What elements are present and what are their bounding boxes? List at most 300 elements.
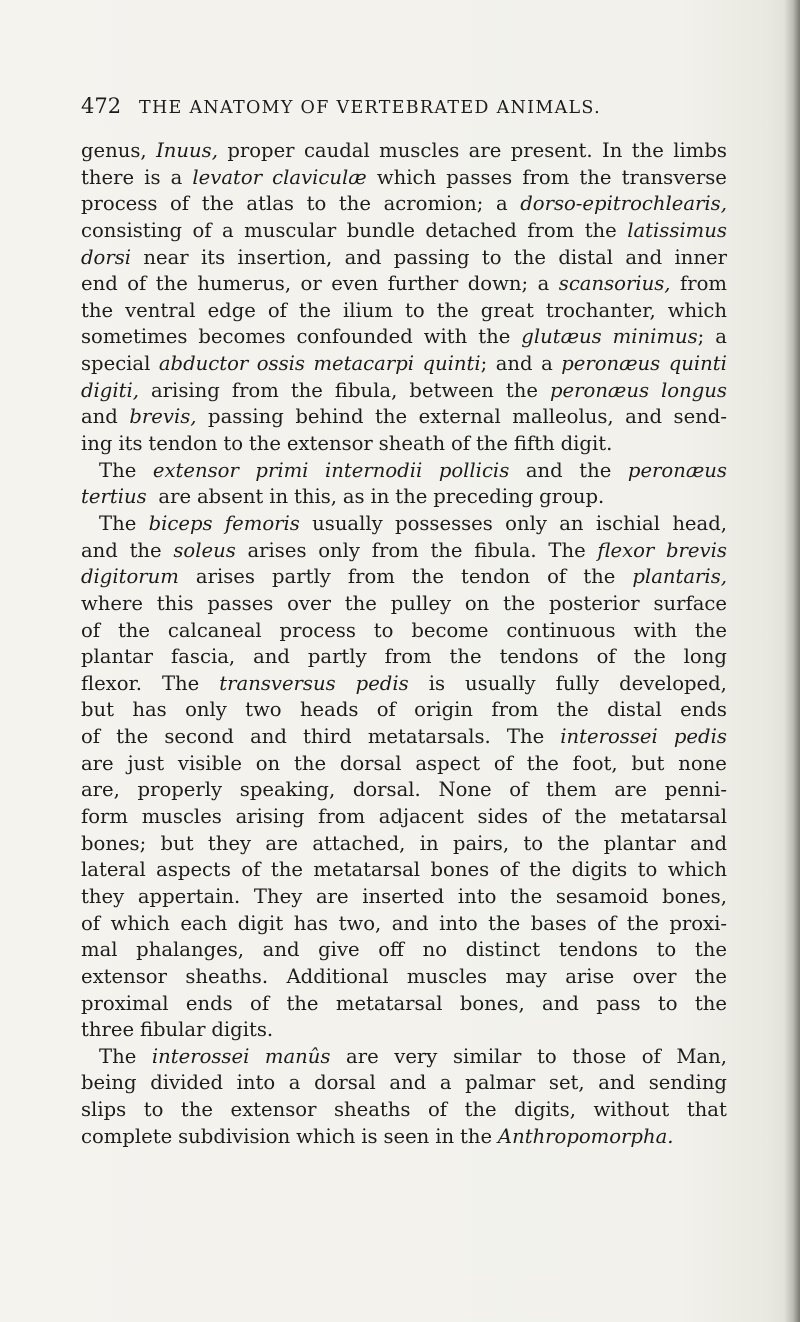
word (127, 271, 146, 298)
word-part: and (250, 725, 287, 749)
word (550, 378, 649, 405)
word (223, 431, 243, 458)
word-part: being (81, 1071, 137, 1095)
text-line (81, 271, 727, 298)
word (392, 911, 429, 938)
word-part: into (457, 884, 497, 908)
word (465, 1097, 497, 1124)
word-part: absent (196, 485, 264, 509)
word (232, 378, 279, 405)
text-line (81, 538, 727, 565)
word (81, 671, 142, 698)
word (627, 911, 659, 938)
word-part: humerus, (197, 272, 292, 296)
word-part: In (601, 139, 623, 162)
word-part: the (475, 432, 509, 456)
word (468, 271, 528, 298)
word (384, 191, 484, 218)
word (294, 911, 328, 938)
text-line (81, 751, 727, 778)
word (375, 404, 407, 431)
word (299, 298, 331, 325)
word-part: into (439, 911, 478, 935)
word (559, 511, 583, 538)
word (300, 697, 359, 724)
text-line (81, 298, 727, 325)
word-part: the (633, 645, 666, 669)
word-part: the (270, 858, 303, 882)
word (272, 564, 331, 591)
word (560, 724, 658, 751)
word-part: ends (680, 698, 727, 722)
word-part: of (547, 565, 567, 589)
word (438, 777, 491, 804)
word (575, 804, 607, 831)
italic-term: transversus (219, 671, 336, 695)
word (597, 911, 616, 938)
word (356, 671, 409, 698)
word-part: to (223, 432, 243, 456)
word-part: None (438, 778, 492, 802)
word-part: are (468, 139, 502, 162)
word (116, 724, 148, 751)
word (415, 751, 480, 778)
word-part: bases (530, 911, 587, 935)
word-part: two, (338, 911, 382, 935)
word (81, 1070, 137, 1097)
word-part: its (118, 432, 143, 456)
word-part: long (683, 645, 727, 669)
word (345, 591, 377, 618)
word-part: and (625, 245, 663, 269)
word-part: the (505, 378, 539, 402)
word (81, 298, 113, 325)
text-line (81, 404, 727, 431)
word (394, 245, 470, 272)
word (132, 697, 166, 724)
word-part: palmar (465, 1071, 536, 1095)
word-part: but (81, 698, 115, 722)
word-part: and (391, 911, 429, 935)
word-part: which (667, 858, 727, 882)
italic-term: Inuus, (156, 139, 218, 162)
word-part: has (132, 698, 167, 722)
word (439, 911, 478, 938)
word-part: very (394, 1044, 438, 1068)
word-part: the (556, 698, 589, 722)
word (318, 538, 360, 565)
word (307, 191, 327, 218)
word-part: muscles (379, 139, 460, 162)
word-part: down; (467, 272, 529, 296)
word-part: of (451, 432, 471, 456)
text-line (81, 351, 727, 378)
word (583, 564, 615, 591)
word (81, 937, 118, 964)
text-line (81, 484, 727, 511)
word-part: passing (208, 405, 284, 429)
word-part: the (626, 911, 659, 935)
word-part: the (248, 432, 281, 456)
word-part: to (637, 858, 658, 882)
word (149, 511, 213, 538)
word (272, 165, 367, 192)
word (496, 191, 508, 218)
word (523, 831, 543, 858)
italic-term: interossei (151, 1044, 250, 1068)
text-line (81, 218, 727, 245)
word-part: Man, (676, 1044, 727, 1068)
word-part: end (81, 272, 118, 296)
word (289, 1070, 301, 1097)
word-part: and (81, 405, 118, 429)
word-part: the (430, 538, 463, 562)
italic-term: brevis (666, 538, 727, 562)
word (520, 191, 727, 218)
word (389, 1070, 426, 1097)
word-part: tendons (499, 645, 579, 669)
word (458, 884, 497, 911)
word-part: the (526, 751, 559, 775)
word-part: the (81, 298, 114, 322)
word (362, 884, 444, 911)
word-part: mal (81, 938, 118, 962)
word (312, 831, 405, 858)
word (695, 618, 727, 645)
word (185, 964, 268, 991)
word (99, 1044, 136, 1071)
word (347, 218, 415, 245)
word (478, 804, 529, 831)
word-part: and (389, 1071, 427, 1095)
italic-term: glutæus (521, 325, 602, 349)
word (638, 857, 658, 884)
word (672, 511, 727, 538)
italic-term: internodii (325, 458, 423, 482)
word (198, 324, 285, 351)
word-part: in (435, 1124, 455, 1148)
word-part: to (523, 831, 544, 855)
word-part: none (678, 751, 727, 775)
word-part: to (306, 192, 327, 216)
word-part: edge (207, 298, 256, 322)
word-part: of (267, 298, 287, 322)
word (211, 1017, 273, 1044)
italic-term: latissimus (627, 218, 727, 242)
word-part: similar (452, 1044, 522, 1068)
word (549, 591, 640, 618)
word (424, 324, 468, 351)
word (666, 538, 727, 565)
word (572, 1044, 626, 1071)
word (541, 351, 553, 378)
page-number: 472 (81, 94, 122, 118)
word-part: and (253, 645, 290, 669)
word-part: are, (81, 778, 120, 802)
word-part: and (344, 245, 382, 269)
word (129, 404, 196, 431)
word (255, 458, 308, 485)
word-part: only (185, 698, 227, 722)
italic-term: primi (255, 458, 309, 482)
text-line (81, 644, 727, 671)
word (368, 724, 491, 751)
word (253, 644, 290, 671)
word-part: no (422, 938, 448, 962)
word (511, 138, 593, 165)
word-part: or (300, 272, 322, 296)
word-part: of (541, 805, 561, 829)
word (287, 591, 331, 618)
text-line (81, 964, 727, 991)
word (238, 245, 333, 272)
word (81, 378, 139, 405)
word-part: of (376, 698, 396, 722)
word-part: malleolus, (512, 405, 614, 429)
text-line (81, 191, 727, 218)
word (453, 831, 509, 858)
text-line (81, 1124, 727, 1151)
word (111, 911, 170, 938)
text-line (81, 324, 727, 351)
word (256, 751, 280, 778)
word (695, 964, 727, 991)
word (318, 804, 365, 831)
word-part: pairs, (452, 831, 510, 855)
body-text (81, 138, 727, 1150)
word-part: fibula. (474, 538, 537, 562)
word (171, 644, 235, 671)
word (81, 911, 100, 938)
italic-term: abductor (158, 352, 249, 376)
text-line (81, 138, 727, 165)
word (674, 404, 727, 431)
word (481, 298, 534, 325)
word (665, 777, 727, 804)
word-part: ; (697, 325, 705, 349)
word (271, 857, 303, 884)
word-part: acromion; (383, 192, 484, 216)
word (161, 831, 194, 858)
word (81, 484, 153, 511)
word-part: The (548, 538, 586, 562)
word (435, 1124, 454, 1151)
word (572, 857, 628, 884)
word-part: from (679, 272, 727, 296)
word-part: passes (446, 165, 513, 189)
word (465, 671, 536, 698)
word-part: process (279, 618, 356, 642)
word-part: digit (237, 911, 284, 935)
word-part: the (344, 591, 377, 615)
word (219, 671, 335, 698)
word-part: of (509, 778, 529, 802)
word (546, 298, 656, 325)
word-part: passing (393, 245, 470, 269)
word-part: the (510, 884, 543, 908)
word-part: from (347, 565, 395, 589)
word-part: are (265, 831, 299, 855)
word-part: on (255, 751, 281, 775)
word-part: has (293, 911, 329, 935)
word (628, 458, 727, 485)
word (559, 271, 671, 298)
word-part: the (478, 325, 511, 349)
word (596, 511, 660, 538)
word (346, 1044, 379, 1071)
word-part: group. (539, 485, 605, 509)
word-part: the (631, 139, 664, 162)
word-part: metatarsal (313, 858, 421, 882)
word (340, 751, 402, 778)
word-part: but (160, 831, 194, 855)
word (488, 911, 520, 938)
word-part: great (480, 298, 534, 322)
word (627, 218, 727, 245)
word-part: plantar (603, 831, 676, 855)
word-part: the (293, 751, 327, 775)
italic-term: levator (192, 165, 263, 189)
word (225, 511, 300, 538)
word (148, 431, 217, 458)
word (620, 804, 727, 831)
word (371, 484, 390, 511)
word-part: there (81, 165, 135, 189)
word-part: in (419, 831, 439, 855)
word-part: inserted (362, 884, 445, 908)
word-part: inner (674, 245, 727, 269)
word (631, 751, 664, 778)
word-part: from (371, 538, 419, 562)
word (379, 804, 464, 831)
word-part: of (127, 272, 147, 296)
word (476, 431, 508, 458)
word-part: the (694, 964, 727, 988)
word (222, 218, 234, 245)
word-part: where (81, 591, 143, 615)
word (625, 245, 662, 272)
word-part: the (375, 405, 408, 429)
word (156, 271, 188, 298)
text-line (81, 1070, 727, 1097)
word-part: behind (295, 405, 364, 429)
italic-term: tertius (81, 485, 147, 509)
text-line (81, 165, 727, 192)
word-part: without (593, 1098, 670, 1122)
word-part: fascia, (170, 645, 236, 669)
word-part: and (81, 538, 118, 562)
word-part: metatarsals. (367, 725, 491, 749)
word (250, 724, 287, 751)
word (414, 697, 473, 724)
word-part: of (170, 192, 190, 216)
word (684, 644, 727, 671)
word (180, 911, 227, 938)
word-part: of (597, 911, 617, 935)
word (318, 937, 359, 964)
word (598, 1070, 635, 1097)
word (81, 1017, 134, 1044)
word (361, 1124, 377, 1151)
word (558, 245, 613, 272)
word (81, 697, 114, 724)
word (156, 857, 231, 884)
italic-term: peronæus (561, 352, 661, 376)
word (301, 271, 322, 298)
word-part: second (164, 725, 234, 749)
word-part: Additional (286, 964, 389, 988)
word (537, 1044, 557, 1071)
word-part: becomes (198, 325, 286, 349)
word (164, 724, 234, 751)
word (411, 618, 488, 645)
text-line (81, 1097, 727, 1124)
word (407, 964, 487, 991)
italic-term: digiti, (81, 378, 139, 402)
word (240, 777, 335, 804)
word (604, 831, 676, 858)
word (521, 324, 601, 351)
word (295, 404, 363, 431)
word (482, 245, 502, 272)
word (662, 884, 727, 911)
word (81, 831, 146, 858)
italic-term: flexor (597, 538, 655, 562)
word-part: the (513, 245, 546, 269)
word (593, 1097, 669, 1124)
word-part: distal (607, 698, 662, 722)
word-part: heads (299, 698, 359, 722)
word-part: to (536, 1044, 557, 1068)
word (294, 484, 337, 511)
word (142, 804, 222, 831)
word-part: a (715, 325, 727, 349)
word (573, 751, 618, 778)
word (673, 138, 727, 165)
word (514, 1097, 576, 1124)
word (377, 697, 396, 724)
word-part: those (572, 1044, 627, 1068)
word (428, 1097, 447, 1124)
word (197, 484, 263, 511)
word-part: but (631, 751, 665, 775)
word (514, 431, 555, 458)
word-part: The (161, 671, 200, 695)
text-line (81, 831, 727, 858)
word (423, 937, 447, 964)
word (245, 697, 281, 724)
word-part: the (117, 618, 151, 642)
word-part: the (579, 458, 612, 482)
word (247, 538, 306, 565)
word (538, 271, 550, 298)
text-line (81, 937, 727, 964)
word (422, 351, 487, 378)
word (378, 937, 404, 964)
word-part: to (143, 1098, 164, 1122)
word (526, 458, 563, 485)
word-part: become (411, 618, 489, 642)
italic-term: claviculæ (272, 165, 367, 189)
word (314, 1070, 376, 1097)
word-part: to (656, 938, 677, 962)
word (549, 1070, 585, 1097)
word (208, 831, 251, 858)
word-part: sides (477, 805, 529, 829)
word-part: only (505, 511, 547, 535)
running-head (81, 94, 721, 118)
word (151, 378, 220, 405)
